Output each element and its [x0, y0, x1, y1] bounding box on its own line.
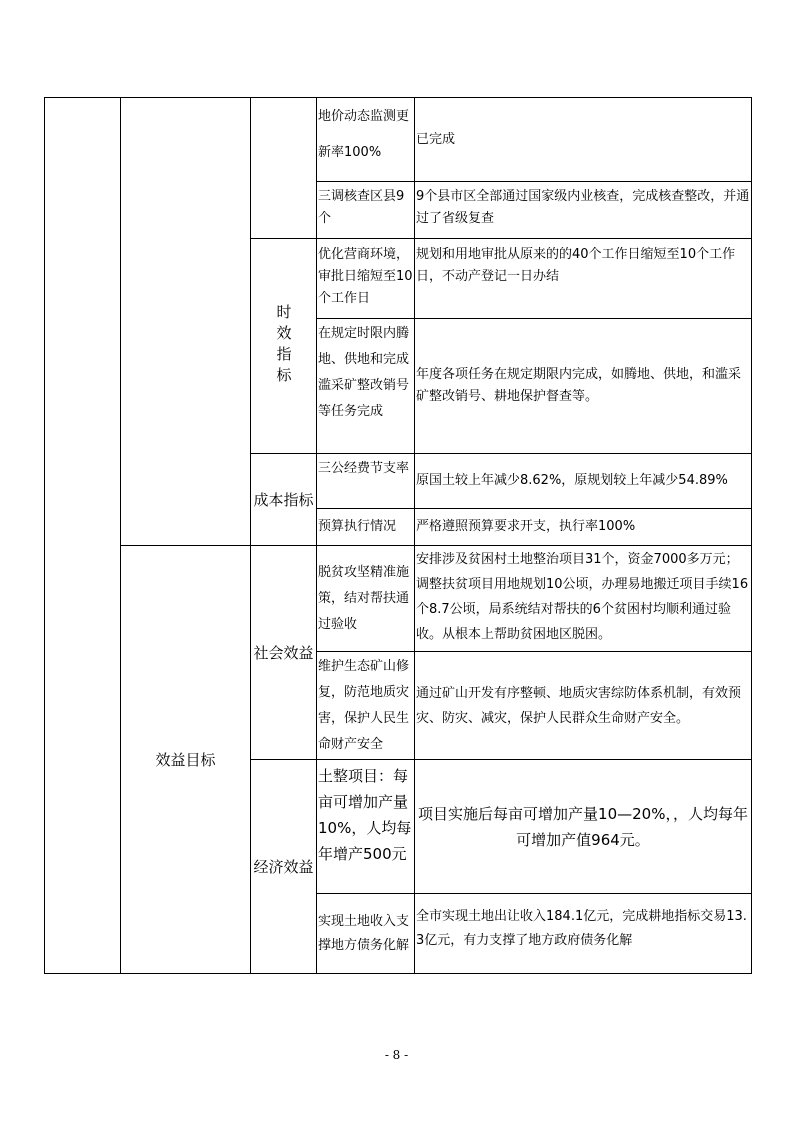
category-label: 时效指标: [274, 304, 293, 388]
table-border-right: [751, 97, 752, 974]
value-text: 严格遵照预算要求开支，执行率100%: [416, 519, 636, 534]
value-cell: [416, 509, 750, 545]
indicator-cell: [318, 546, 413, 651]
value-cell: [416, 547, 750, 651]
value-text: 规划和用地审批从原来的的40个工作日缩短至10个工作日，不动产登记一日办结: [416, 247, 736, 284]
value-cell: [416, 244, 750, 318]
value-text: 通过矿山开发有序整顿、地质灾害综防体系机制，有效预灾、防灾、减灾，保护人民群众生命财产安全。: [416, 685, 742, 726]
table-border-left: [44, 97, 45, 974]
indicator-text: 实现土地收入支撑地方债务化解: [318, 913, 410, 953]
indicator-cell: [318, 894, 413, 973]
category-social-benefit: [251, 546, 316, 759]
indicator-text: 在规定时限内腾地、供地和完成滥采矿整改销号等任务完成: [318, 326, 410, 419]
indicator-text: 三公经费节支率: [318, 461, 410, 476]
column-divider: [316, 97, 317, 974]
indicator-text: 维护生态矿山修复，防范地质灾害，保护人民生命财产安全: [318, 658, 410, 752]
indicator-text: 三调核查区县9个: [318, 189, 405, 226]
page-number: - 8 -: [384, 1048, 409, 1062]
column-divider: [414, 97, 415, 974]
category-label: 经济效益: [253, 857, 314, 876]
value-cell: [416, 454, 750, 508]
category-cost-indicator: [251, 454, 316, 545]
value-text: 年度各项任务在规定期限内完成，如腾地、供地，和滥采矿整改销号、耕地保护督查等。: [416, 367, 742, 404]
value-cell: [416, 98, 750, 181]
value-cell: [416, 905, 750, 973]
indicator-text: 脱贫攻坚精准施策，结对帮扶通过验收: [318, 564, 410, 632]
category-economic-benefit: [251, 760, 316, 973]
value-text: 项目实施后每亩可增加产量10—20%，，人均每年可增加产值964元。: [418, 804, 748, 849]
indicator-cell: [318, 456, 413, 508]
indicator-cell: [318, 509, 413, 545]
row-divider: [250, 238, 752, 239]
value-cell: [416, 652, 750, 759]
indicator-text: 预算执行情况: [318, 519, 397, 534]
value-cell: [416, 186, 750, 238]
indicator-text: 优化营商环境，审批日缩短至10个工作日: [318, 247, 413, 306]
category-time-indicator: [251, 239, 316, 453]
indicator-cell: [318, 763, 413, 893]
indicator-cell: [318, 652, 413, 759]
value-text: 原国土较上年减少8.62%，原规划较上年减少54.89%: [416, 473, 728, 488]
value-text: 安排涉及贫困村土地整治项目31个，资金7000多万元；调整扶贫项目用地规划10公顷，办理易地搬迁项目手续16个8.7公顷，局系统结对帮扶的6个贫困村均顺利通过验收。从根本上帮助贫困地区脱困。: [416, 552, 749, 642]
category-label: 社会效益: [253, 643, 314, 662]
table-border-bottom: [44, 973, 752, 974]
indicator-cell: [318, 99, 413, 181]
value-cell: [416, 319, 750, 453]
indicator-cell: [318, 186, 413, 238]
value-cell: [416, 760, 750, 893]
indicator-cell: [318, 321, 413, 453]
category-label: 效益目标: [155, 750, 216, 769]
indicator-cell: [318, 244, 413, 318]
value-text: 全市实现土地出让收入184.1亿元，完成耕地指标交易13.3亿元，有力支撑了地方政府债务化解: [416, 909, 747, 948]
row-divider: [316, 181, 752, 182]
indicator-text: 地价动态监测更新率100%: [318, 109, 410, 160]
category-label: 成本指标: [253, 490, 314, 509]
category-benefit-goal: [121, 546, 250, 973]
value-text: 已完成: [416, 131, 456, 147]
indicator-text: 土整项目：每亩可增加产量10%，人均每年增产500元: [318, 767, 412, 863]
value-text: 9个县市区全部通过国家级内业核查，完成核查整改，并通过了省级复查: [416, 189, 750, 226]
